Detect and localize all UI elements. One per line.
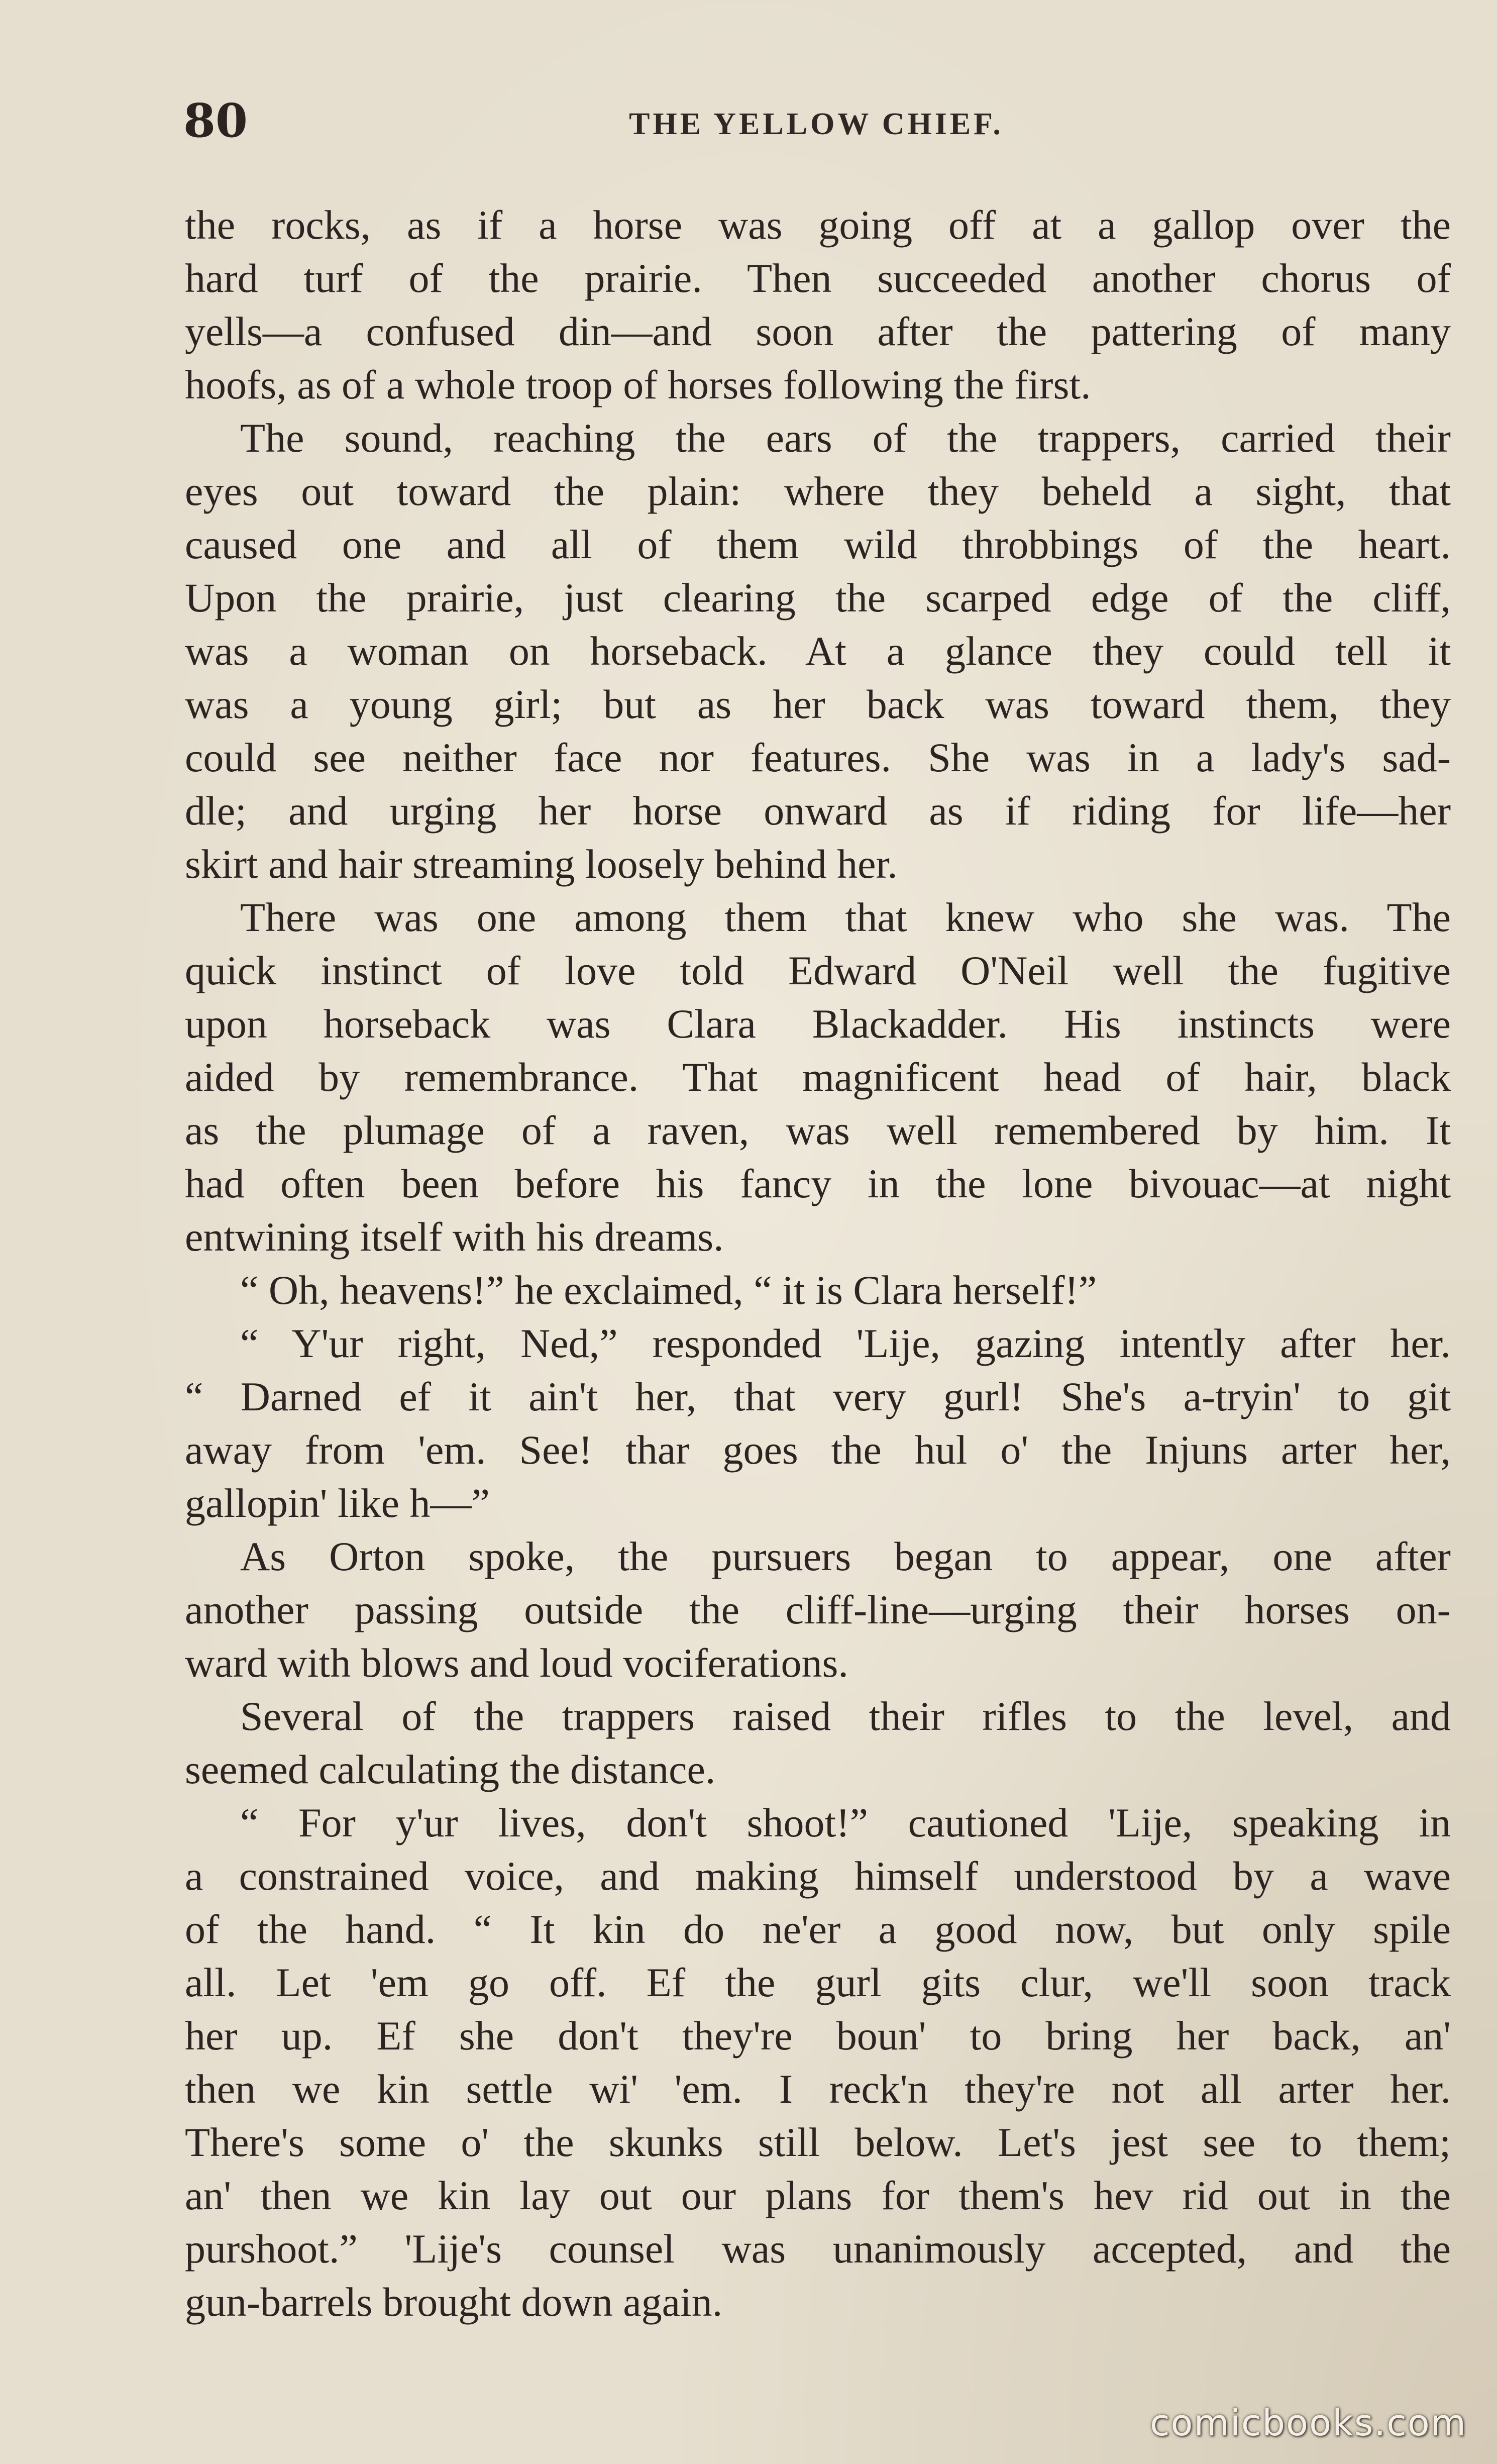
running-title: THE YELLOW CHIEF. [629,107,1004,141]
text-line: her up. Ef she don't they're boun' to bring her back, an' [185,2013,1451,2059]
text-line: away from 'em. See! thar goes the hul o' the Injuns arter her, [185,1427,1451,1473]
text-line: hoofs, as of a whole troop of horses following the first. [185,362,1091,407]
text-line: Upon the prairie, just clearing the scarped edge of the cliff, [185,575,1451,621]
text-line: as the plumage of a raven, was well remembered by him. It [185,1107,1451,1153]
page-header [183,90,1449,151]
text-line: Several of the trappers raised their rifles to the level, and [240,1693,1451,1739]
text-line: an' then we kin lay out our plans for them's hev rid out in the [185,2173,1451,2218]
text-line: dle; and urging her horse onward as if riding for life—her [185,788,1451,834]
text-line: gun-barrels brought down again. [185,2279,723,2325]
text-line: was a young girl; but as her back was toward them, they [185,681,1451,727]
page-number: 80 [183,93,248,148]
body-text [185,198,1451,2329]
text-line: There's some o' the skunks still below. Let's jest see to them; [185,2119,1451,2165]
text-line: There was one among them that knew who she was. The [240,894,1451,940]
text-line: yells—a confused din—and soon after the pattering of many [185,309,1451,354]
text-line: had often been before his fancy in the lone bivouac—at night [185,1161,1451,1206]
text-line: “ Y'ur right, Ned,” responded 'Lije, gazing intently after her. [240,1320,1451,1366]
text-line: a constrained voice, and making himself understood by a wave [185,1853,1451,1899]
text-line: the rocks, as if a horse was going off at a gallop over the [185,202,1451,248]
text-line: eyes out toward the plain: where they beheld a sight, that [185,468,1451,514]
text-line: all. Let 'em go off. Ef the gurl gits clur, we'll soon track [185,1960,1451,2005]
text-line: aided by remembrance. That magnificent head of hair, black [185,1054,1451,1100]
text-line: quick instinct of love told Edward O'Neil well the fugitive [185,948,1451,993]
text-line: ward with blows and loud vociferations. [185,1640,848,1686]
text-line: gallopin' like h—” [185,1480,490,1526]
text-line: “ For y'ur lives, don't shoot!” cautioned 'Lije, speaking in [240,1800,1451,1845]
text-line: caused one and all of them wild throbbings of the heart. [185,522,1451,567]
text-line: hard turf of the prairie. Then succeeded another chorus of [185,255,1451,301]
text-line: of the hand. “ It kin do ne'er a good now, but only spile [185,1906,1451,1952]
text-line: As Orton spoke, the pursuers began to appear, one after [240,1533,1451,1579]
text-line: entwining itself with his dreams. [185,1214,724,1260]
text-line: “ Darned ef it ain't her, that very gurl! She's a-tryin' to git [185,1374,1451,1419]
text-line: could see neither face nor features. She was in a lady's sad- [185,735,1451,780]
text-line: “ Oh, heavens!” he exclaimed, “ it is Clara herself!” [240,1267,1097,1313]
text-line: upon horseback was Clara Blackadder. His instincts were [185,1001,1451,1047]
text-line: purshoot.” 'Lije's counsel was unanimously accepted, and the [185,2226,1451,2272]
text-line: another passing outside the cliff-line—urging their horses on- [185,1587,1451,1632]
text-line: The sound, reaching the ears of the trappers, carried their [240,415,1451,461]
watermark: comicbooks.com [1149,2402,1467,2444]
text-line: skirt and hair streaming loosely behind her. [185,841,898,887]
text-line: was a woman on horseback. At a glance they could tell it [185,628,1451,674]
text-line: seemed calculating the distance. [185,1747,716,1792]
text-line: then we kin settle wi' 'em. I reck'n they're not all arter her. [185,2066,1451,2112]
